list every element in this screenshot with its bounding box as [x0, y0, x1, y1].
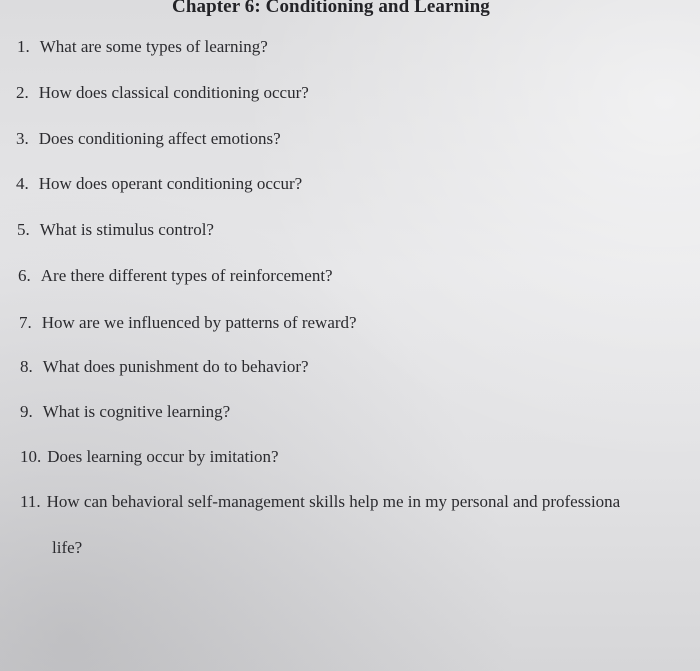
question-text: Does conditioning affect emotions?: [38, 129, 281, 148]
question-text: How are we influenced by patterns of reward?: [41, 313, 357, 332]
question-10: [20, 447, 279, 467]
question-number: 7.: [19, 313, 32, 332]
question-9: [20, 402, 230, 422]
question-text: How can behavioral self-management skills help me in my personal and professiona: [46, 492, 621, 511]
question-number: 9.: [20, 402, 33, 421]
question-text: What is cognitive learning?: [42, 402, 231, 421]
question-number: 4.: [16, 174, 29, 193]
question-number: 8.: [20, 357, 33, 376]
question-11-continuation: life?: [52, 538, 83, 557]
question-number: 1.: [17, 37, 30, 56]
question-text: Are there different types of reinforcement?: [40, 266, 333, 285]
question-5: [17, 220, 214, 240]
question-number: 10.: [20, 447, 42, 466]
question-text: What is stimulus control?: [39, 220, 214, 239]
question-text: How does operant conditioning occur?: [38, 174, 303, 193]
question-2: [16, 83, 309, 103]
question-7: [19, 313, 357, 333]
question-4: [16, 174, 302, 194]
question-number: 11.: [20, 492, 41, 511]
question-text: Does learning occur by imitation?: [47, 447, 279, 466]
question-number: 3.: [16, 129, 29, 148]
page-title: Chapter 6: Conditioning and Learning: [172, 0, 490, 17]
question-number: 5.: [17, 220, 30, 239]
question-text: What does punishment do to behavior?: [42, 357, 309, 376]
question-number: 6.: [18, 266, 31, 285]
question-text: What are some types of learning?: [39, 37, 268, 56]
question-11: [20, 492, 620, 512]
question-3: [16, 129, 281, 149]
question-number: 2.: [16, 83, 29, 102]
question-1: [17, 37, 268, 57]
question-6: [18, 266, 333, 286]
question-text: How does classical conditioning occur?: [38, 83, 309, 102]
question-8: [20, 357, 309, 377]
